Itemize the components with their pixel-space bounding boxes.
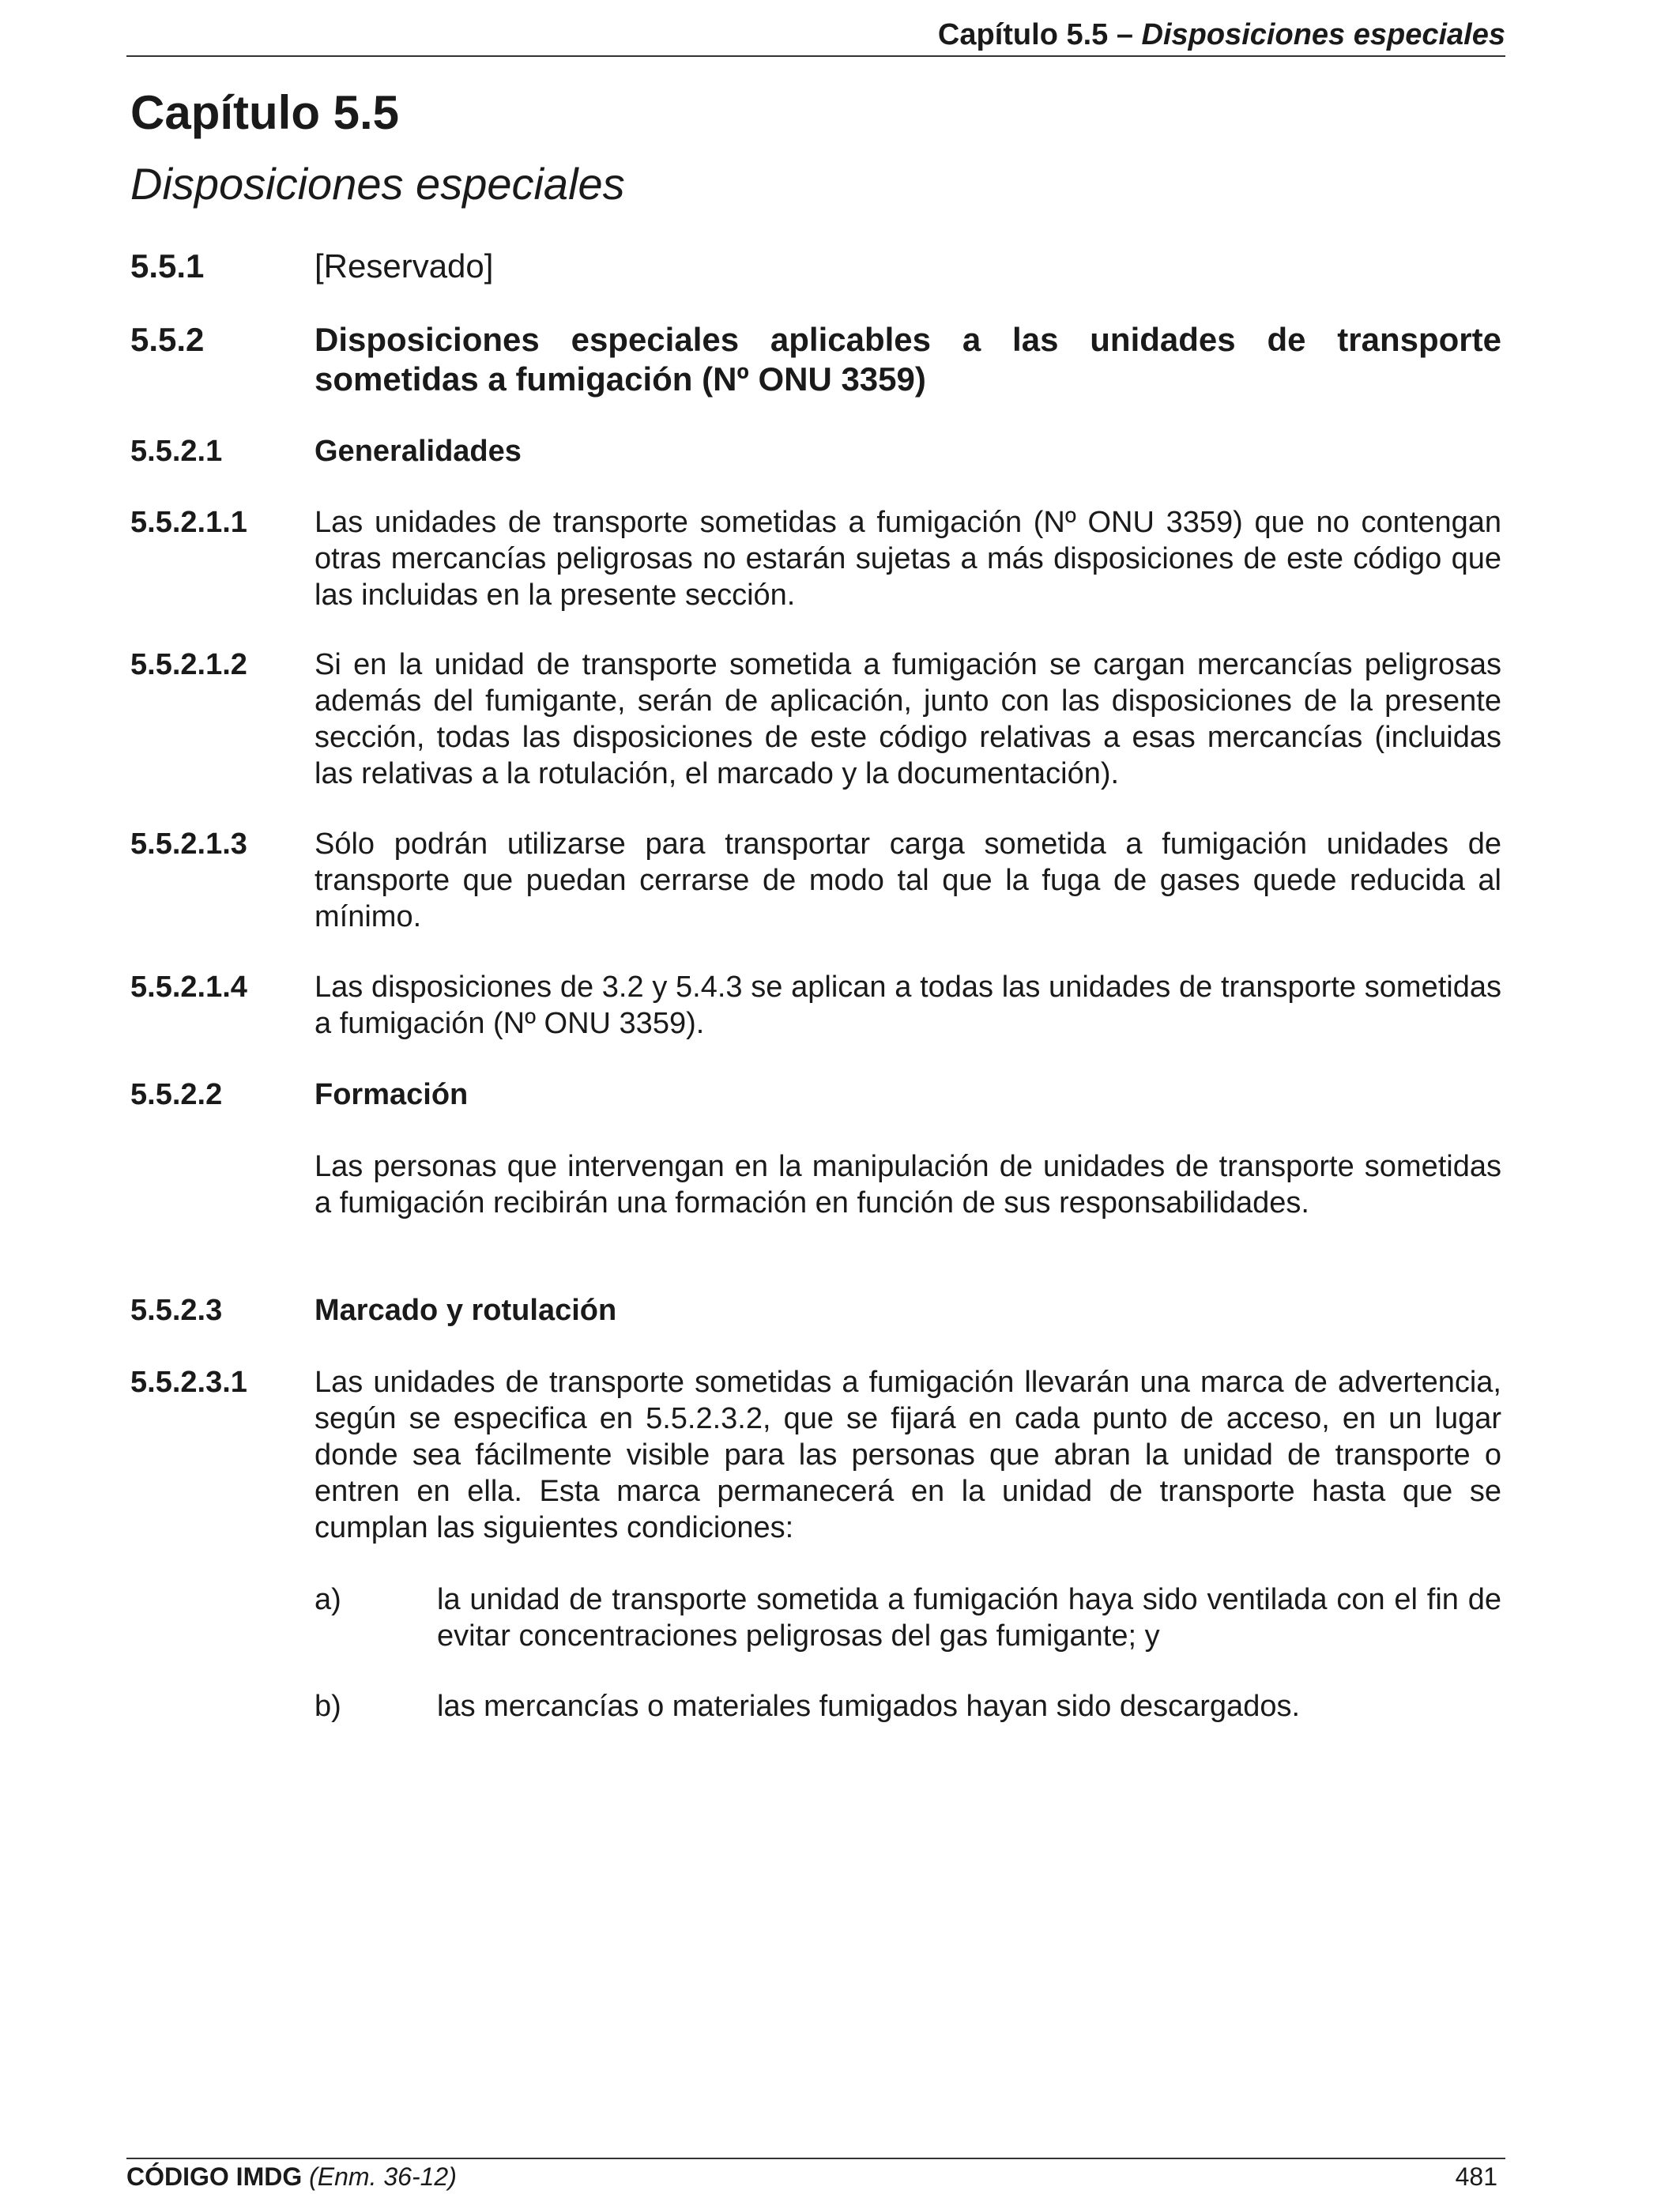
running-header bbox=[126, 14, 1505, 57]
page-number: 481 bbox=[1455, 2162, 1497, 2191]
section-number: 5.5.1 bbox=[130, 247, 205, 285]
running-header-chapter: Capítulo 5.5 – bbox=[937, 18, 1133, 51]
list-item-text: la unidad de transporte sometida a fumigación haya sido ventilada con el fin de evitar concentraciones peligrosas del gas fumigante; y bbox=[437, 1583, 1501, 1653]
list-item-text: las mercancías o materiales fumigados hayan sido descargados. bbox=[437, 1690, 1301, 1723]
paragraph-text: Si en la unidad de transporte sometida a fumigación se cargan mercancías peligrosas además del fumigante, serán de aplicación, junto con las disposiciones de la presente sección, todas las disposiciones de este código relativas a esas mercancías (incluidas las relativas a la rotulación, el marcado y la documentación). bbox=[315, 648, 1501, 790]
section-number: 5.5.2 bbox=[130, 321, 205, 358]
paragraph-text: Las unidades de transporte sometidas a fumigación (Nº ONU 3359) que no contengan otras mercancías peligrosas no estarán sujetas a más disposiciones de este código que las incluidas en la presente sección. bbox=[315, 506, 1501, 612]
page-footer bbox=[126, 2158, 1505, 2194]
section-text: [Reservado] bbox=[315, 247, 494, 285]
paragraph-text: Las personas que intervengan en la manipulación de unidades de transporte sometidas a fumigación recibirán una formación en función de sus responsabilidades. bbox=[315, 1150, 1501, 1220]
chapter-title: Disposiciones especiales bbox=[130, 159, 625, 209]
list-item-label: b) bbox=[315, 1690, 341, 1723]
section-heading: Formación bbox=[315, 1078, 469, 1111]
paragraph-number: 5.5.2.1.2 bbox=[130, 648, 247, 681]
section-number: 5.5.2.1 bbox=[130, 435, 223, 468]
footer-amendment: (Enm. 36-12) bbox=[309, 2162, 457, 2191]
paragraph-number: 5.5.2.1.1 bbox=[130, 506, 247, 539]
chapter-number: Capítulo 5.5 bbox=[130, 86, 400, 139]
footer-code: CÓDIGO IMDG bbox=[126, 2162, 303, 2191]
paragraph-text: Las disposiciones de 3.2 y 5.4.3 se aplican a todas las unidades de transporte sometidas a fumigación (Nº ONU 3359). bbox=[315, 971, 1501, 1040]
section-number: 5.5.2.2 bbox=[130, 1078, 223, 1111]
section-number: 5.5.2.3 bbox=[130, 1294, 223, 1327]
paragraph-text: Las unidades de transporte sometidas a fumigación llevarán una marca de advertencia, según se especifica en 5.5.2.3.2, que se fijará en cada punto de acceso, en un lugar donde sea fácilmente visible para las personas que abran la unidad de transporte o entren en ella. Esta marca permanecerá en la unidad de transporte hasta que se cumplan las siguientes condiciones: bbox=[315, 1366, 1501, 1544]
paragraph-text: Sólo podrán utilizarse para transportar carga sometida a fumigación unidades de transporte que puedan cerrarse de modo tal que la fuga de gases quede reducida al mínimo. bbox=[315, 827, 1501, 933]
paragraph-number: 5.5.2.3.1 bbox=[130, 1366, 247, 1399]
paragraph-number: 5.5.2.1.3 bbox=[130, 827, 247, 861]
section-heading: Marcado y rotulación bbox=[315, 1294, 617, 1327]
section-heading: Generalidades bbox=[315, 435, 522, 468]
section-heading: Disposiciones especiales aplicables a las unidades de transporte sometidas a fumigación (Nº ONU 3359) bbox=[315, 321, 1501, 398]
paragraph-number: 5.5.2.1.4 bbox=[130, 971, 247, 1004]
running-header-title: Disposiciones especiales bbox=[1141, 18, 1505, 51]
list-item-label: a) bbox=[315, 1583, 341, 1616]
